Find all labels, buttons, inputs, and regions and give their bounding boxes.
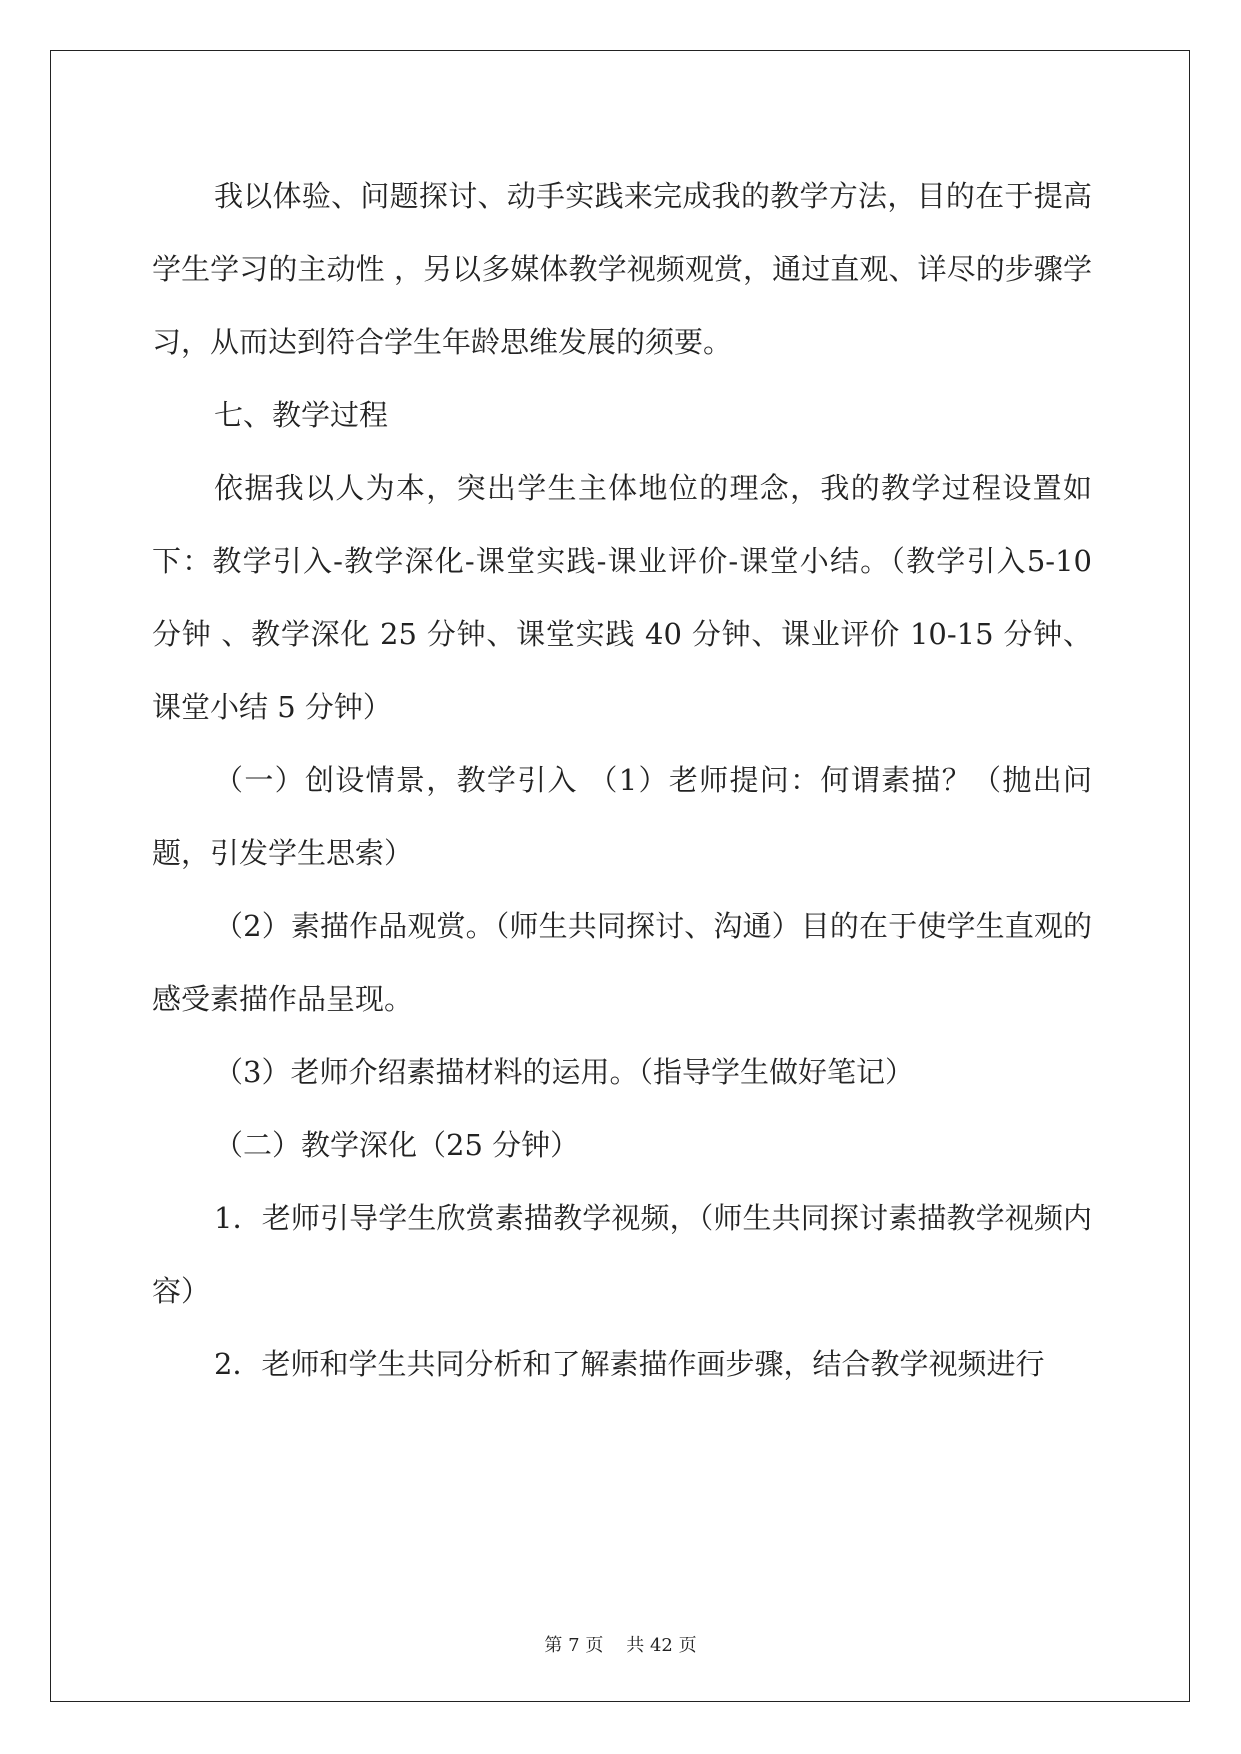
page-total: 共 42 页 — [626, 1635, 697, 1656]
list-item-drawing-steps: 2．老师和学生共同分析和了解素描作画步骤，结合教学视频进行 — [214, 1347, 1045, 1381]
page-number: 第 7 页 — [544, 1635, 604, 1656]
list-item-video-appreciation: 1．老师引导学生欣赏素描教学视频，（师生共同探讨素描教学视频内容） — [152, 1201, 1092, 1308]
page-footer — [0, 1631, 1241, 1657]
heading-teaching-deepening: （二）教学深化（25 分钟） — [214, 1128, 580, 1162]
paragraph-step-two-appreciation: （2）素描作品观赏。（师生共同探讨、沟通）目的在于使学生直观的感受素描作品呈现。 — [152, 909, 1092, 1016]
document-body — [152, 160, 1092, 1401]
heading-teaching-process: 七、教学过程 — [214, 398, 389, 432]
paragraph-teaching-method: 我以体验、问题探讨、动手实践来完成我的教学方法，目的在于提高学生学习的主动性 ，另以多媒体教学视频观赏，通过直观、详尽的步骤学习，从而达到符合学生年龄思维发展的须要。 — [152, 179, 1092, 359]
paragraph-step-one-intro: （一）创设情景，教学引入 （1）老师提问：何谓素描？（抛出问题，引发学生思索） — [152, 763, 1092, 870]
paragraph-process-overview: 依据我以人为本，突出学生主体地位的理念，我的教学过程设置如下：教学引入-教学深化-课堂实践-课业评价-课堂小结。（教学引入5-10 分钟 、教学深化 25 分钟、课堂实践 40 分钟、课业评价 10-15 分钟、课堂小结 5 分钟） — [152, 471, 1092, 724]
paragraph-step-three-materials: （3）老师介绍素描材料的运用。（指导学生做好笔记） — [214, 1055, 914, 1089]
